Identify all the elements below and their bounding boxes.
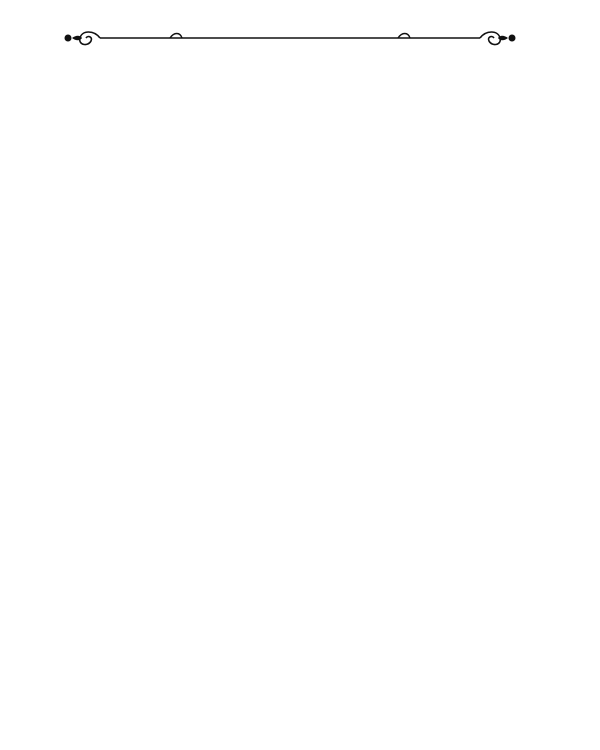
table-of-contents	[82, 68, 480, 84]
decorative-header-ornament	[60, 26, 520, 50]
